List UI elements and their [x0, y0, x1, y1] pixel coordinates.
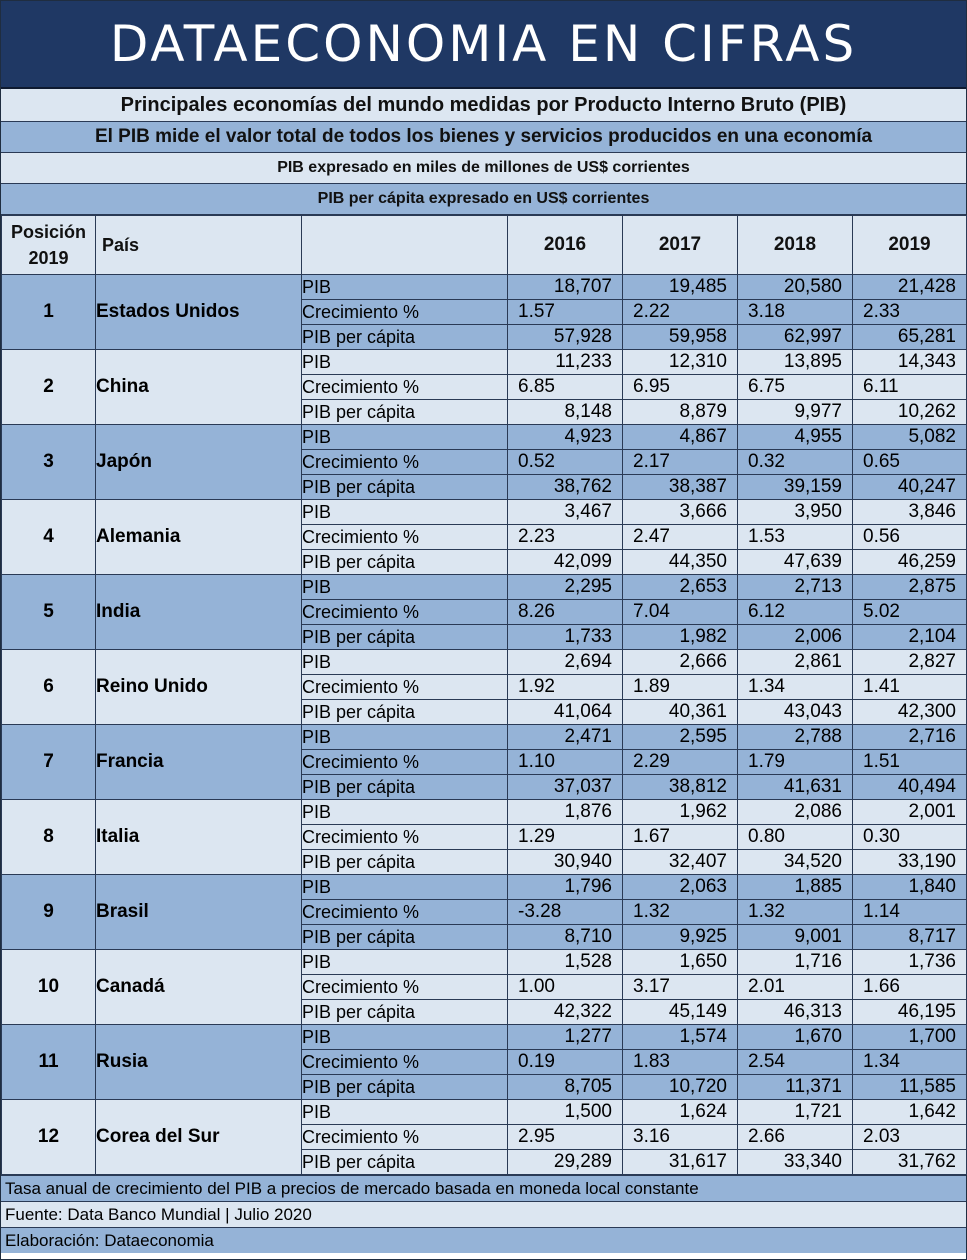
value-cell: 0.19	[508, 1050, 623, 1075]
value-cell: 2.22	[623, 300, 738, 325]
metric-label: PIB per cápita	[302, 475, 508, 500]
value-cell: 6.85	[508, 375, 623, 400]
value-cell: 1.92	[508, 675, 623, 700]
value-cell: 3,950	[738, 500, 853, 525]
value-cell: 2,063	[623, 875, 738, 900]
value-cell: 2,006	[738, 625, 853, 650]
value-cell: 11,585	[853, 1075, 967, 1100]
value-cell: 2,001	[853, 800, 967, 825]
value-cell: 43,043	[738, 700, 853, 725]
value-cell: 12,310	[623, 350, 738, 375]
value-cell: 2.03	[853, 1125, 967, 1150]
value-cell: 31,617	[623, 1150, 738, 1175]
value-cell: 10,720	[623, 1075, 738, 1100]
value-cell: 46,259	[853, 550, 967, 575]
country-name: Estados Unidos	[96, 275, 302, 350]
country-position: 9	[2, 875, 96, 950]
value-cell: 8,710	[508, 925, 623, 950]
value-cell: 2,471	[508, 725, 623, 750]
value-cell: 2.23	[508, 525, 623, 550]
value-cell: 1,733	[508, 625, 623, 650]
value-cell: 1,796	[508, 875, 623, 900]
header-position	[2, 216, 96, 275]
footer-note: Tasa anual de crecimiento del PIB a precios de mercado basada en moneda local constante	[1, 1175, 966, 1201]
country-position: 10	[2, 950, 96, 1025]
country-name: Italia	[96, 800, 302, 875]
footer-author: Elaboración: Dataeconomia	[1, 1227, 966, 1253]
country-group	[2, 275, 967, 350]
value-cell: 0.32	[738, 450, 853, 475]
unit-note-percapita: PIB per cápita expresado en US$ corrientes	[1, 184, 966, 215]
country-position: 5	[2, 575, 96, 650]
table-row	[2, 275, 967, 300]
column-header-row	[2, 216, 967, 275]
value-cell: 8.26	[508, 600, 623, 625]
header-year-2019: 2019	[853, 216, 967, 275]
value-cell: 31,762	[853, 1150, 967, 1175]
metric-label: PIB	[302, 800, 508, 825]
metric-label: PIB	[302, 950, 508, 975]
metric-label: PIB	[302, 275, 508, 300]
value-cell: 1.00	[508, 975, 623, 1000]
value-cell: 0.80	[738, 825, 853, 850]
value-cell: 2.01	[738, 975, 853, 1000]
metric-label: Crecimiento %	[302, 825, 508, 850]
country-position: 2	[2, 350, 96, 425]
metric-label: Crecimiento %	[302, 375, 508, 400]
value-cell: 10,262	[853, 400, 967, 425]
value-cell: 1.34	[738, 675, 853, 700]
value-cell: 3.16	[623, 1125, 738, 1150]
country-group	[2, 425, 967, 500]
value-cell: 14,343	[853, 350, 967, 375]
header-position-line2: 2019	[28, 248, 69, 268]
header-year-2018: 2018	[738, 216, 853, 275]
metric-label: PIB per cápita	[302, 400, 508, 425]
country-name: Reino Unido	[96, 650, 302, 725]
value-cell: 2,875	[853, 575, 967, 600]
country-name: India	[96, 575, 302, 650]
value-cell: 9,925	[623, 925, 738, 950]
country-group	[2, 800, 967, 875]
value-cell: 40,494	[853, 775, 967, 800]
value-cell: 1.53	[738, 525, 853, 550]
value-cell: 4,955	[738, 425, 853, 450]
country-group	[2, 875, 967, 950]
country-group	[2, 575, 967, 650]
value-cell: 9,977	[738, 400, 853, 425]
table-row	[2, 575, 967, 600]
metric-label: PIB per cápita	[302, 850, 508, 875]
country-position: 11	[2, 1025, 96, 1100]
value-cell: 2,295	[508, 575, 623, 600]
value-cell: 2,713	[738, 575, 853, 600]
value-cell: 1.51	[853, 750, 967, 775]
table-title: Principales economías del mundo medidas por Producto Interno Bruto (PIB)	[1, 89, 966, 122]
value-cell: 29,289	[508, 1150, 623, 1175]
value-cell: 1,876	[508, 800, 623, 825]
value-cell: 1,840	[853, 875, 967, 900]
metric-label: PIB per cápita	[302, 775, 508, 800]
value-cell: 21,428	[853, 275, 967, 300]
value-cell: 8,705	[508, 1075, 623, 1100]
country-position: 4	[2, 500, 96, 575]
value-cell: 1,700	[853, 1025, 967, 1050]
header-year-2017: 2017	[623, 216, 738, 275]
value-cell: 40,247	[853, 475, 967, 500]
metric-label: PIB	[302, 875, 508, 900]
value-cell: 57,928	[508, 325, 623, 350]
value-cell: 1,962	[623, 800, 738, 825]
value-cell: 2,788	[738, 725, 853, 750]
value-cell: 46,313	[738, 1000, 853, 1025]
metric-label: PIB	[302, 725, 508, 750]
value-cell: 20,580	[738, 275, 853, 300]
value-cell: 42,322	[508, 1000, 623, 1025]
value-cell: 6.12	[738, 600, 853, 625]
country-name: Canadá	[96, 950, 302, 1025]
value-cell: 38,762	[508, 475, 623, 500]
value-cell: 1.14	[853, 900, 967, 925]
country-group	[2, 1025, 967, 1100]
value-cell: 46,195	[853, 1000, 967, 1025]
value-cell: 3,467	[508, 500, 623, 525]
value-cell: 40,361	[623, 700, 738, 725]
metric-label: Crecimiento %	[302, 975, 508, 1000]
value-cell: 33,340	[738, 1150, 853, 1175]
value-cell: 3,846	[853, 500, 967, 525]
value-cell: 2.29	[623, 750, 738, 775]
value-cell: 3.17	[623, 975, 738, 1000]
country-name: Brasil	[96, 875, 302, 950]
value-cell: 2,653	[623, 575, 738, 600]
metric-label: PIB per cápita	[302, 325, 508, 350]
value-cell: -3.28	[508, 900, 623, 925]
metric-label: PIB per cápita	[302, 550, 508, 575]
metric-label: PIB	[302, 650, 508, 675]
value-cell: 32,407	[623, 850, 738, 875]
country-name: Rusia	[96, 1025, 302, 1100]
table-row	[2, 1025, 967, 1050]
country-group	[2, 1100, 967, 1175]
metric-label: Crecimiento %	[302, 675, 508, 700]
value-cell: 18,707	[508, 275, 623, 300]
value-cell: 2,861	[738, 650, 853, 675]
table-row	[2, 650, 967, 675]
footer	[1, 1175, 966, 1253]
table-row	[2, 950, 967, 975]
value-cell: 0.65	[853, 450, 967, 475]
value-cell: 42,300	[853, 700, 967, 725]
value-cell: 2.33	[853, 300, 967, 325]
header-position-line1: Posición	[10, 222, 86, 242]
value-cell: 0.30	[853, 825, 967, 850]
value-cell: 6.75	[738, 375, 853, 400]
value-cell: 3.18	[738, 300, 853, 325]
header-metric	[302, 216, 508, 275]
country-group	[2, 350, 967, 425]
value-cell: 2,827	[853, 650, 967, 675]
value-cell: 1.32	[623, 900, 738, 925]
value-cell: 1,716	[738, 950, 853, 975]
value-cell: 13,895	[738, 350, 853, 375]
value-cell: 7.04	[623, 600, 738, 625]
value-cell: 0.52	[508, 450, 623, 475]
value-cell: 2,666	[623, 650, 738, 675]
value-cell: 34,520	[738, 850, 853, 875]
value-cell: 1,721	[738, 1100, 853, 1125]
country-position: 1	[2, 275, 96, 350]
value-cell: 1,885	[738, 875, 853, 900]
value-cell: 19,485	[623, 275, 738, 300]
table-row	[2, 725, 967, 750]
metric-label: PIB	[302, 575, 508, 600]
metric-label: PIB	[302, 500, 508, 525]
value-cell: 62,997	[738, 325, 853, 350]
country-name: Francia	[96, 725, 302, 800]
value-cell: 30,940	[508, 850, 623, 875]
country-position: 3	[2, 425, 96, 500]
metric-label: PIB per cápita	[302, 1075, 508, 1100]
value-cell: 11,371	[738, 1075, 853, 1100]
metric-label: PIB per cápita	[302, 1000, 508, 1025]
value-cell: 2.17	[623, 450, 738, 475]
value-cell: 44,350	[623, 550, 738, 575]
table-subtitle: El PIB mide el valor total de todos los bienes y servicios producidos en una economía	[1, 122, 966, 153]
value-cell: 39,159	[738, 475, 853, 500]
value-cell: 9,001	[738, 925, 853, 950]
table-row	[2, 800, 967, 825]
value-cell: 8,879	[623, 400, 738, 425]
value-cell: 38,812	[623, 775, 738, 800]
value-cell: 33,190	[853, 850, 967, 875]
value-cell: 2,104	[853, 625, 967, 650]
metric-label: Crecimiento %	[302, 1125, 508, 1150]
value-cell: 1,277	[508, 1025, 623, 1050]
banner-title: DATAECONOMIA EN CIFRAS	[1, 1, 966, 89]
country-position: 12	[2, 1100, 96, 1175]
country-name: China	[96, 350, 302, 425]
value-cell: 4,923	[508, 425, 623, 450]
value-cell: 4,867	[623, 425, 738, 450]
value-cell: 6.95	[623, 375, 738, 400]
value-cell: 8,148	[508, 400, 623, 425]
metric-label: Crecimiento %	[302, 750, 508, 775]
metric-label: Crecimiento %	[302, 525, 508, 550]
country-group	[2, 500, 967, 575]
value-cell: 1.66	[853, 975, 967, 1000]
value-cell: 47,639	[738, 550, 853, 575]
metric-label: Crecimiento %	[302, 450, 508, 475]
value-cell: 3,666	[623, 500, 738, 525]
metric-label: Crecimiento %	[302, 1050, 508, 1075]
value-cell: 42,099	[508, 550, 623, 575]
value-cell: 1.57	[508, 300, 623, 325]
value-cell: 1,500	[508, 1100, 623, 1125]
table-row	[2, 425, 967, 450]
country-group	[2, 950, 967, 1025]
metric-label: PIB per cápita	[302, 1150, 508, 1175]
metric-label: PIB	[302, 1025, 508, 1050]
value-cell: 5,082	[853, 425, 967, 450]
value-cell: 1,650	[623, 950, 738, 975]
country-group	[2, 650, 967, 725]
value-cell: 1.34	[853, 1050, 967, 1075]
value-cell: 65,281	[853, 325, 967, 350]
value-cell: 1,736	[853, 950, 967, 975]
value-cell: 1.89	[623, 675, 738, 700]
table-row	[2, 1100, 967, 1125]
value-cell: 5.02	[853, 600, 967, 625]
value-cell: 2,694	[508, 650, 623, 675]
value-cell: 1,642	[853, 1100, 967, 1125]
value-cell: 1.41	[853, 675, 967, 700]
value-cell: 37,037	[508, 775, 623, 800]
header-year-2016: 2016	[508, 216, 623, 275]
metric-label: Crecimiento %	[302, 300, 508, 325]
value-cell: 2.47	[623, 525, 738, 550]
header-country: País	[96, 216, 302, 275]
value-cell: 6.11	[853, 375, 967, 400]
value-cell: 1.67	[623, 825, 738, 850]
metric-label: PIB per cápita	[302, 925, 508, 950]
table-row	[2, 875, 967, 900]
value-cell: 11,233	[508, 350, 623, 375]
value-cell: 2.95	[508, 1125, 623, 1150]
metric-label: PIB	[302, 425, 508, 450]
country-name: Japón	[96, 425, 302, 500]
country-position: 8	[2, 800, 96, 875]
value-cell: 1,574	[623, 1025, 738, 1050]
value-cell: 1.83	[623, 1050, 738, 1075]
value-cell: 1,670	[738, 1025, 853, 1050]
country-group	[2, 725, 967, 800]
metric-label: Crecimiento %	[302, 600, 508, 625]
value-cell: 1,982	[623, 625, 738, 650]
value-cell: 2.66	[738, 1125, 853, 1150]
metric-label: PIB per cápita	[302, 625, 508, 650]
value-cell: 2.54	[738, 1050, 853, 1075]
gdp-table	[1, 215, 967, 1175]
value-cell: 1,528	[508, 950, 623, 975]
value-cell: 1.29	[508, 825, 623, 850]
value-cell: 41,064	[508, 700, 623, 725]
footer-source: Fuente: Data Banco Mundial | Julio 2020	[1, 1201, 966, 1227]
value-cell: 8,717	[853, 925, 967, 950]
value-cell: 41,631	[738, 775, 853, 800]
country-position: 6	[2, 650, 96, 725]
value-cell: 1.79	[738, 750, 853, 775]
country-name: Corea del Sur	[96, 1100, 302, 1175]
value-cell: 45,149	[623, 1000, 738, 1025]
metric-label: PIB per cápita	[302, 700, 508, 725]
value-cell: 38,387	[623, 475, 738, 500]
country-position: 7	[2, 725, 96, 800]
metric-label: PIB	[302, 350, 508, 375]
table-row	[2, 350, 967, 375]
value-cell: 1,624	[623, 1100, 738, 1125]
value-cell: 59,958	[623, 325, 738, 350]
table-row	[2, 500, 967, 525]
value-cell: 2,716	[853, 725, 967, 750]
metric-label: PIB	[302, 1100, 508, 1125]
metric-label: Crecimiento %	[302, 900, 508, 925]
value-cell: 1.32	[738, 900, 853, 925]
value-cell: 0.56	[853, 525, 967, 550]
value-cell: 2,086	[738, 800, 853, 825]
value-cell: 1.10	[508, 750, 623, 775]
unit-note-pib: PIB expresado en miles de millones de US$ corrientes	[1, 153, 966, 184]
value-cell: 2,595	[623, 725, 738, 750]
country-name: Alemania	[96, 500, 302, 575]
